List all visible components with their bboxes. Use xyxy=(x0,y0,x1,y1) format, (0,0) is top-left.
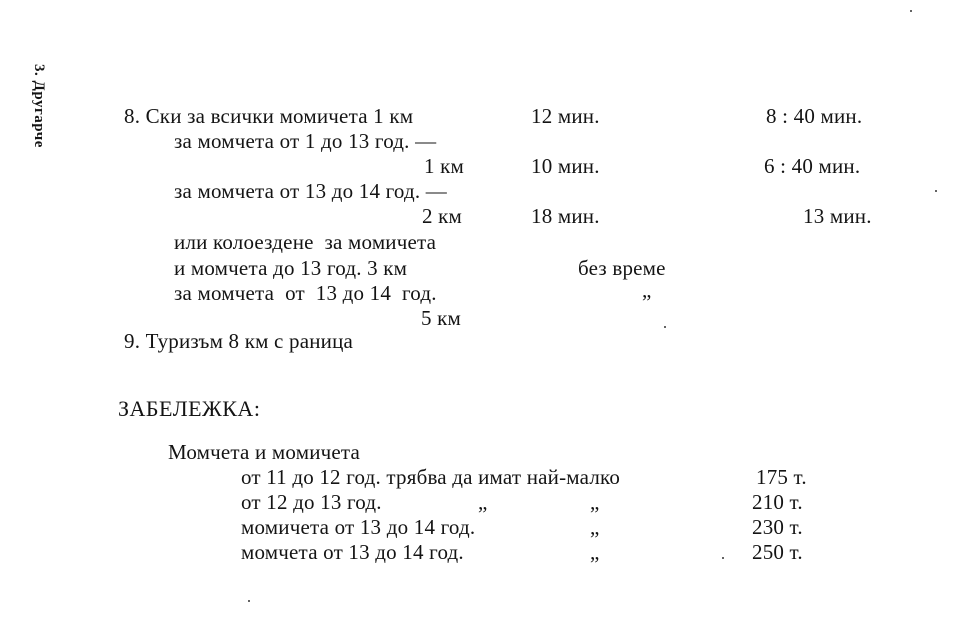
note-row-1-value: 175 т. xyxy=(756,465,807,489)
print-speck xyxy=(910,10,912,12)
item-8-line-5-time: 18 мин. xyxy=(531,204,600,228)
note-heading: ЗАБЕЛЕЖКА: xyxy=(118,396,261,421)
note-intro: Момчета и момичета xyxy=(168,440,361,464)
item-8-line-5-norm: 13 мин. xyxy=(803,204,872,228)
note-row-4-value: 250 т. xyxy=(752,540,803,564)
item-8-line-3-norm: 6 : 40 мин. xyxy=(764,154,861,178)
note-row-1-label: от 11 до 12 год. трябва да имат най-малко xyxy=(241,465,621,489)
note-row-3-ditto: „ xyxy=(590,515,600,539)
note-row-2-ditto-1: „ xyxy=(478,490,488,514)
item-8-line-6-text: или колоездене за момичета xyxy=(174,230,437,254)
item-8-line-1-text: 8. Ски за всички момичета 1 км xyxy=(124,104,414,128)
item-8-line-3-time: 10 мин. xyxy=(531,154,600,178)
print-speck xyxy=(722,557,724,559)
item-8-line-3-dist: 1 км xyxy=(424,154,465,178)
running-header: 3. Другарче xyxy=(31,64,47,148)
item-9-text: 9. Туризъм 8 км с раница xyxy=(124,329,354,353)
note-row-4-label: момчета от 13 до 14 год. xyxy=(241,540,464,564)
item-8-line-7-text: и момчета до 13 год. 3 км xyxy=(174,256,408,280)
print-speck xyxy=(664,326,666,328)
note-row-2-ditto-2: „ xyxy=(590,490,600,514)
note-row-2-label: от 12 до 13 год. xyxy=(241,490,382,514)
item-8-line-7-time: без време xyxy=(578,256,666,280)
print-speck xyxy=(935,190,937,192)
item-8-line-1-norm: 8 : 40 мин. xyxy=(766,104,863,128)
print-speck xyxy=(248,600,250,602)
note-row-4-ditto: „ xyxy=(590,540,600,564)
item-8-line-9-dist: 5 км xyxy=(421,306,462,330)
item-8-line-8-ditto: „ xyxy=(642,278,652,302)
note-row-3-value: 230 т. xyxy=(752,515,803,539)
item-8-line-2-text: за момчета от 1 до 13 год. — xyxy=(174,129,437,153)
item-8-line-8-text: за момчета от 13 до 14 год. xyxy=(174,281,437,305)
item-8-line-4-text: за момчета от 13 до 14 год. — xyxy=(174,179,447,203)
item-8-line-5-dist: 2 км xyxy=(422,204,463,228)
note-row-3-label: момичета от 13 до 14 год. xyxy=(241,515,476,539)
item-8-line-1-time: 12 мин. xyxy=(531,104,600,128)
note-row-2-value: 210 т. xyxy=(752,490,803,514)
